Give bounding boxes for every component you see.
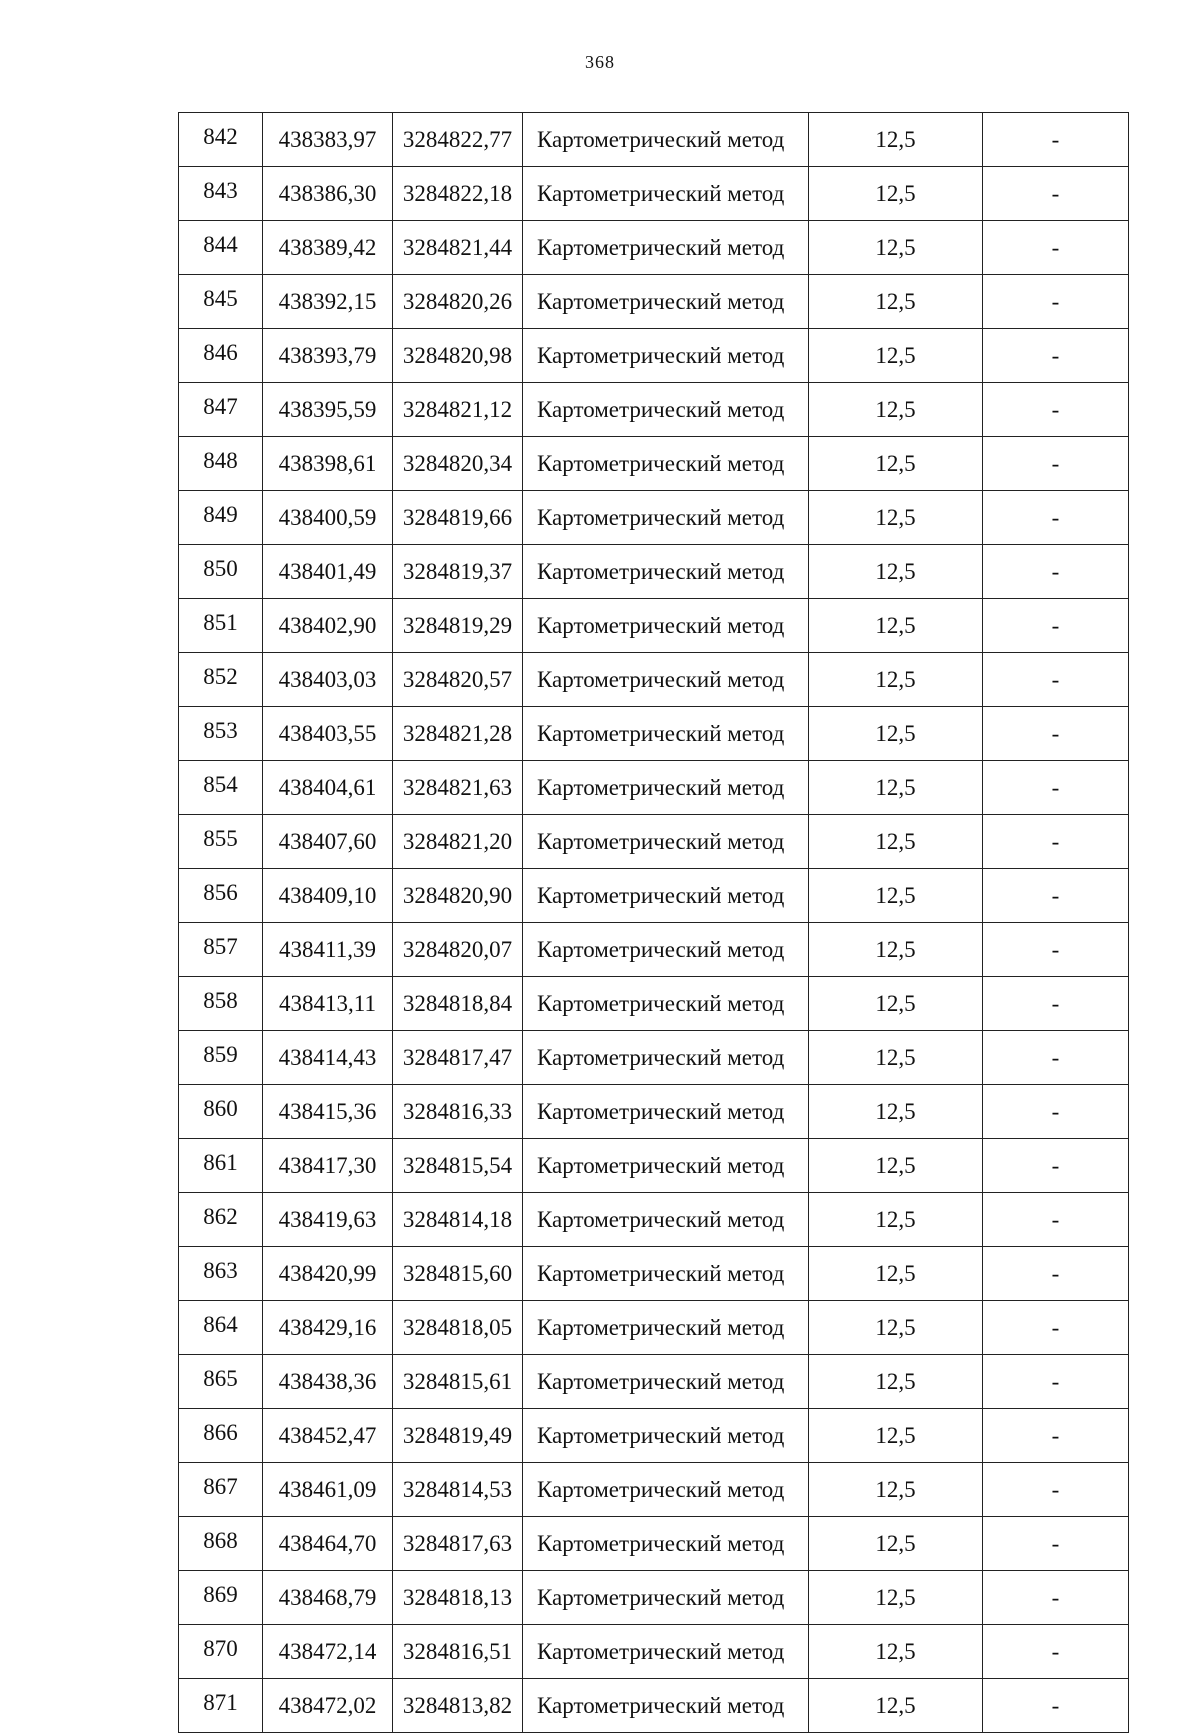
- method-cell: Картометрический метод: [523, 1139, 809, 1193]
- x-coordinate-cell: 438417,30: [263, 1139, 393, 1193]
- table-row: [179, 1031, 1129, 1085]
- y-coordinate-cell: 3284816,51: [393, 1625, 523, 1679]
- accuracy-cell: 12,5: [809, 491, 983, 545]
- accuracy-cell: 12,5: [809, 761, 983, 815]
- method-cell: Картометрический метод: [523, 1517, 809, 1571]
- point-number-cell: 868: [179, 1517, 263, 1571]
- point-number-cell: 852: [179, 653, 263, 707]
- table-row: [179, 1517, 1129, 1571]
- table-row: [179, 329, 1129, 383]
- x-coordinate-cell: 438464,70: [263, 1517, 393, 1571]
- y-coordinate-cell: 3284816,33: [393, 1085, 523, 1139]
- point-number-cell: 845: [179, 275, 263, 329]
- method-cell: Картометрический метод: [523, 761, 809, 815]
- x-coordinate-cell: 438392,15: [263, 275, 393, 329]
- y-coordinate-cell: 3284814,53: [393, 1463, 523, 1517]
- y-coordinate-cell: 3284821,20: [393, 815, 523, 869]
- table-row: [179, 1193, 1129, 1247]
- method-cell: Картометрический метод: [523, 707, 809, 761]
- note-cell: -: [983, 1031, 1129, 1085]
- method-cell: Картометрический метод: [523, 1301, 809, 1355]
- method-cell: Картометрический метод: [523, 1031, 809, 1085]
- table-row: [179, 1355, 1129, 1409]
- method-cell: Картометрический метод: [523, 383, 809, 437]
- table-row: [179, 1247, 1129, 1301]
- y-coordinate-cell: 3284821,63: [393, 761, 523, 815]
- point-number-cell: 869: [179, 1571, 263, 1625]
- x-coordinate-cell: 438472,02: [263, 1679, 393, 1733]
- method-cell: Картометрический метод: [523, 1085, 809, 1139]
- accuracy-cell: 12,5: [809, 1625, 983, 1679]
- point-number-cell: 853: [179, 707, 263, 761]
- y-coordinate-cell: 3284820,57: [393, 653, 523, 707]
- note-cell: -: [983, 599, 1129, 653]
- table-row: [179, 1409, 1129, 1463]
- y-coordinate-cell: 3284815,61: [393, 1355, 523, 1409]
- accuracy-cell: 12,5: [809, 437, 983, 491]
- method-cell: Картометрический метод: [523, 275, 809, 329]
- point-number-cell: 842: [179, 113, 263, 167]
- accuracy-cell: 12,5: [809, 1355, 983, 1409]
- y-coordinate-cell: 3284821,12: [393, 383, 523, 437]
- point-number-cell: 860: [179, 1085, 263, 1139]
- x-coordinate-cell: 438420,99: [263, 1247, 393, 1301]
- note-cell: -: [983, 1409, 1129, 1463]
- x-coordinate-cell: 438383,97: [263, 113, 393, 167]
- method-cell: Картометрический метод: [523, 437, 809, 491]
- table-row: [179, 1139, 1129, 1193]
- point-number-cell: 843: [179, 167, 263, 221]
- method-cell: Картометрический метод: [523, 221, 809, 275]
- note-cell: -: [983, 1625, 1129, 1679]
- table-body: [179, 113, 1129, 1733]
- y-coordinate-cell: 3284820,34: [393, 437, 523, 491]
- point-number-cell: 850: [179, 545, 263, 599]
- accuracy-cell: 12,5: [809, 329, 983, 383]
- point-number-cell: 851: [179, 599, 263, 653]
- x-coordinate-cell: 438414,43: [263, 1031, 393, 1085]
- note-cell: -: [983, 113, 1129, 167]
- method-cell: Картометрический метод: [523, 1355, 809, 1409]
- method-cell: Картометрический метод: [523, 545, 809, 599]
- point-number-cell: 848: [179, 437, 263, 491]
- x-coordinate-cell: 438403,03: [263, 653, 393, 707]
- method-cell: Картометрический метод: [523, 869, 809, 923]
- x-coordinate-cell: 438468,79: [263, 1571, 393, 1625]
- point-number-cell: 849: [179, 491, 263, 545]
- table-row: [179, 761, 1129, 815]
- page-number: 368: [585, 52, 615, 72]
- method-cell: Картометрический метод: [523, 977, 809, 1031]
- y-coordinate-cell: 3284821,28: [393, 707, 523, 761]
- accuracy-cell: 12,5: [809, 1193, 983, 1247]
- note-cell: -: [983, 1193, 1129, 1247]
- point-number-cell: 859: [179, 1031, 263, 1085]
- note-cell: -: [983, 545, 1129, 599]
- x-coordinate-cell: 438402,90: [263, 599, 393, 653]
- accuracy-cell: 12,5: [809, 1463, 983, 1517]
- table-row: [179, 923, 1129, 977]
- table-row: [179, 383, 1129, 437]
- x-coordinate-cell: 438419,63: [263, 1193, 393, 1247]
- note-cell: -: [983, 653, 1129, 707]
- table-row: [179, 1085, 1129, 1139]
- method-cell: Картометрический метод: [523, 1571, 809, 1625]
- accuracy-cell: 12,5: [809, 275, 983, 329]
- note-cell: -: [983, 383, 1129, 437]
- method-cell: Картометрический метод: [523, 923, 809, 977]
- method-cell: Картометрический метод: [523, 1463, 809, 1517]
- y-coordinate-cell: 3284817,47: [393, 1031, 523, 1085]
- method-cell: Картометрический метод: [523, 113, 809, 167]
- table-row: [179, 545, 1129, 599]
- accuracy-cell: 12,5: [809, 869, 983, 923]
- y-coordinate-cell: 3284819,49: [393, 1409, 523, 1463]
- note-cell: -: [983, 491, 1129, 545]
- table-row: [179, 113, 1129, 167]
- table-row: [179, 221, 1129, 275]
- accuracy-cell: 12,5: [809, 653, 983, 707]
- note-cell: -: [983, 869, 1129, 923]
- note-cell: -: [983, 923, 1129, 977]
- note-cell: -: [983, 761, 1129, 815]
- note-cell: -: [983, 815, 1129, 869]
- x-coordinate-cell: 438395,59: [263, 383, 393, 437]
- accuracy-cell: 12,5: [809, 707, 983, 761]
- note-cell: -: [983, 1517, 1129, 1571]
- point-number-cell: 866: [179, 1409, 263, 1463]
- table-row: [179, 599, 1129, 653]
- point-number-cell: 844: [179, 221, 263, 275]
- point-number-cell: 870: [179, 1625, 263, 1679]
- y-coordinate-cell: 3284820,26: [393, 275, 523, 329]
- y-coordinate-cell: 3284820,90: [393, 869, 523, 923]
- table-row: [179, 1679, 1129, 1733]
- table-row: [179, 869, 1129, 923]
- note-cell: -: [983, 1301, 1129, 1355]
- x-coordinate-cell: 438401,49: [263, 545, 393, 599]
- point-number-cell: 854: [179, 761, 263, 815]
- accuracy-cell: 12,5: [809, 1085, 983, 1139]
- accuracy-cell: 12,5: [809, 1031, 983, 1085]
- x-coordinate-cell: 438411,39: [263, 923, 393, 977]
- x-coordinate-cell: 438409,10: [263, 869, 393, 923]
- table-row: [179, 1463, 1129, 1517]
- table-row: [179, 1301, 1129, 1355]
- accuracy-cell: 12,5: [809, 167, 983, 221]
- y-coordinate-cell: 3284819,66: [393, 491, 523, 545]
- note-cell: -: [983, 275, 1129, 329]
- y-coordinate-cell: 3284818,84: [393, 977, 523, 1031]
- method-cell: Картометрический метод: [523, 815, 809, 869]
- table-row: [179, 437, 1129, 491]
- accuracy-cell: 12,5: [809, 1409, 983, 1463]
- point-number-cell: 847: [179, 383, 263, 437]
- y-coordinate-cell: 3284817,63: [393, 1517, 523, 1571]
- note-cell: -: [983, 1085, 1129, 1139]
- point-number-cell: 862: [179, 1193, 263, 1247]
- accuracy-cell: 12,5: [809, 599, 983, 653]
- note-cell: -: [983, 1571, 1129, 1625]
- x-coordinate-cell: 438386,30: [263, 167, 393, 221]
- note-cell: -: [983, 1139, 1129, 1193]
- method-cell: Картометрический метод: [523, 167, 809, 221]
- table-row: [179, 275, 1129, 329]
- accuracy-cell: 12,5: [809, 545, 983, 599]
- x-coordinate-cell: 438389,42: [263, 221, 393, 275]
- method-cell: Картометрический метод: [523, 1625, 809, 1679]
- x-coordinate-cell: 438398,61: [263, 437, 393, 491]
- x-coordinate-cell: 438400,59: [263, 491, 393, 545]
- y-coordinate-cell: 3284820,98: [393, 329, 523, 383]
- note-cell: -: [983, 1463, 1129, 1517]
- y-coordinate-cell: 3284819,29: [393, 599, 523, 653]
- accuracy-cell: 12,5: [809, 1301, 983, 1355]
- table-row: [179, 1625, 1129, 1679]
- note-cell: -: [983, 167, 1129, 221]
- method-cell: Картометрический метод: [523, 1247, 809, 1301]
- x-coordinate-cell: 438415,36: [263, 1085, 393, 1139]
- point-number-cell: 856: [179, 869, 263, 923]
- point-number-cell: 863: [179, 1247, 263, 1301]
- x-coordinate-cell: 438407,60: [263, 815, 393, 869]
- x-coordinate-cell: 438403,55: [263, 707, 393, 761]
- table-row: [179, 1571, 1129, 1625]
- note-cell: -: [983, 221, 1129, 275]
- table-row: [179, 653, 1129, 707]
- accuracy-cell: 12,5: [809, 1571, 983, 1625]
- x-coordinate-cell: 438429,16: [263, 1301, 393, 1355]
- table-row: [179, 707, 1129, 761]
- point-number-cell: 867: [179, 1463, 263, 1517]
- x-coordinate-cell: 438404,61: [263, 761, 393, 815]
- y-coordinate-cell: 3284814,18: [393, 1193, 523, 1247]
- y-coordinate-cell: 3284818,05: [393, 1301, 523, 1355]
- note-cell: -: [983, 1679, 1129, 1733]
- y-coordinate-cell: 3284821,44: [393, 221, 523, 275]
- note-cell: -: [983, 329, 1129, 383]
- point-number-cell: 858: [179, 977, 263, 1031]
- method-cell: Картометрический метод: [523, 329, 809, 383]
- method-cell: Картометрический метод: [523, 653, 809, 707]
- point-number-cell: 871: [179, 1679, 263, 1733]
- coordinates-table: [178, 112, 1129, 1733]
- table-row: [179, 167, 1129, 221]
- method-cell: Картометрический метод: [523, 1679, 809, 1733]
- method-cell: Картометрический метод: [523, 599, 809, 653]
- accuracy-cell: 12,5: [809, 1247, 983, 1301]
- point-number-cell: 861: [179, 1139, 263, 1193]
- method-cell: Картометрический метод: [523, 1193, 809, 1247]
- note-cell: -: [983, 1247, 1129, 1301]
- x-coordinate-cell: 438452,47: [263, 1409, 393, 1463]
- x-coordinate-cell: 438472,14: [263, 1625, 393, 1679]
- accuracy-cell: 12,5: [809, 923, 983, 977]
- point-number-cell: 864: [179, 1301, 263, 1355]
- accuracy-cell: 12,5: [809, 1139, 983, 1193]
- y-coordinate-cell: 3284822,77: [393, 113, 523, 167]
- accuracy-cell: 12,5: [809, 977, 983, 1031]
- note-cell: -: [983, 1355, 1129, 1409]
- x-coordinate-cell: 438438,36: [263, 1355, 393, 1409]
- y-coordinate-cell: 3284813,82: [393, 1679, 523, 1733]
- y-coordinate-cell: 3284822,18: [393, 167, 523, 221]
- accuracy-cell: 12,5: [809, 815, 983, 869]
- method-cell: Картометрический метод: [523, 491, 809, 545]
- table-row: [179, 491, 1129, 545]
- y-coordinate-cell: 3284818,13: [393, 1571, 523, 1625]
- note-cell: -: [983, 977, 1129, 1031]
- x-coordinate-cell: 438393,79: [263, 329, 393, 383]
- y-coordinate-cell: 3284819,37: [393, 545, 523, 599]
- x-coordinate-cell: 438461,09: [263, 1463, 393, 1517]
- accuracy-cell: 12,5: [809, 221, 983, 275]
- accuracy-cell: 12,5: [809, 383, 983, 437]
- accuracy-cell: 12,5: [809, 1679, 983, 1733]
- point-number-cell: 846: [179, 329, 263, 383]
- point-number-cell: 855: [179, 815, 263, 869]
- accuracy-cell: 12,5: [809, 113, 983, 167]
- table-row: [179, 977, 1129, 1031]
- table-row: [179, 815, 1129, 869]
- y-coordinate-cell: 3284820,07: [393, 923, 523, 977]
- accuracy-cell: 12,5: [809, 1517, 983, 1571]
- note-cell: -: [983, 707, 1129, 761]
- point-number-cell: 865: [179, 1355, 263, 1409]
- point-number-cell: 857: [179, 923, 263, 977]
- x-coordinate-cell: 438413,11: [263, 977, 393, 1031]
- y-coordinate-cell: 3284815,54: [393, 1139, 523, 1193]
- note-cell: -: [983, 437, 1129, 491]
- method-cell: Картометрический метод: [523, 1409, 809, 1463]
- y-coordinate-cell: 3284815,60: [393, 1247, 523, 1301]
